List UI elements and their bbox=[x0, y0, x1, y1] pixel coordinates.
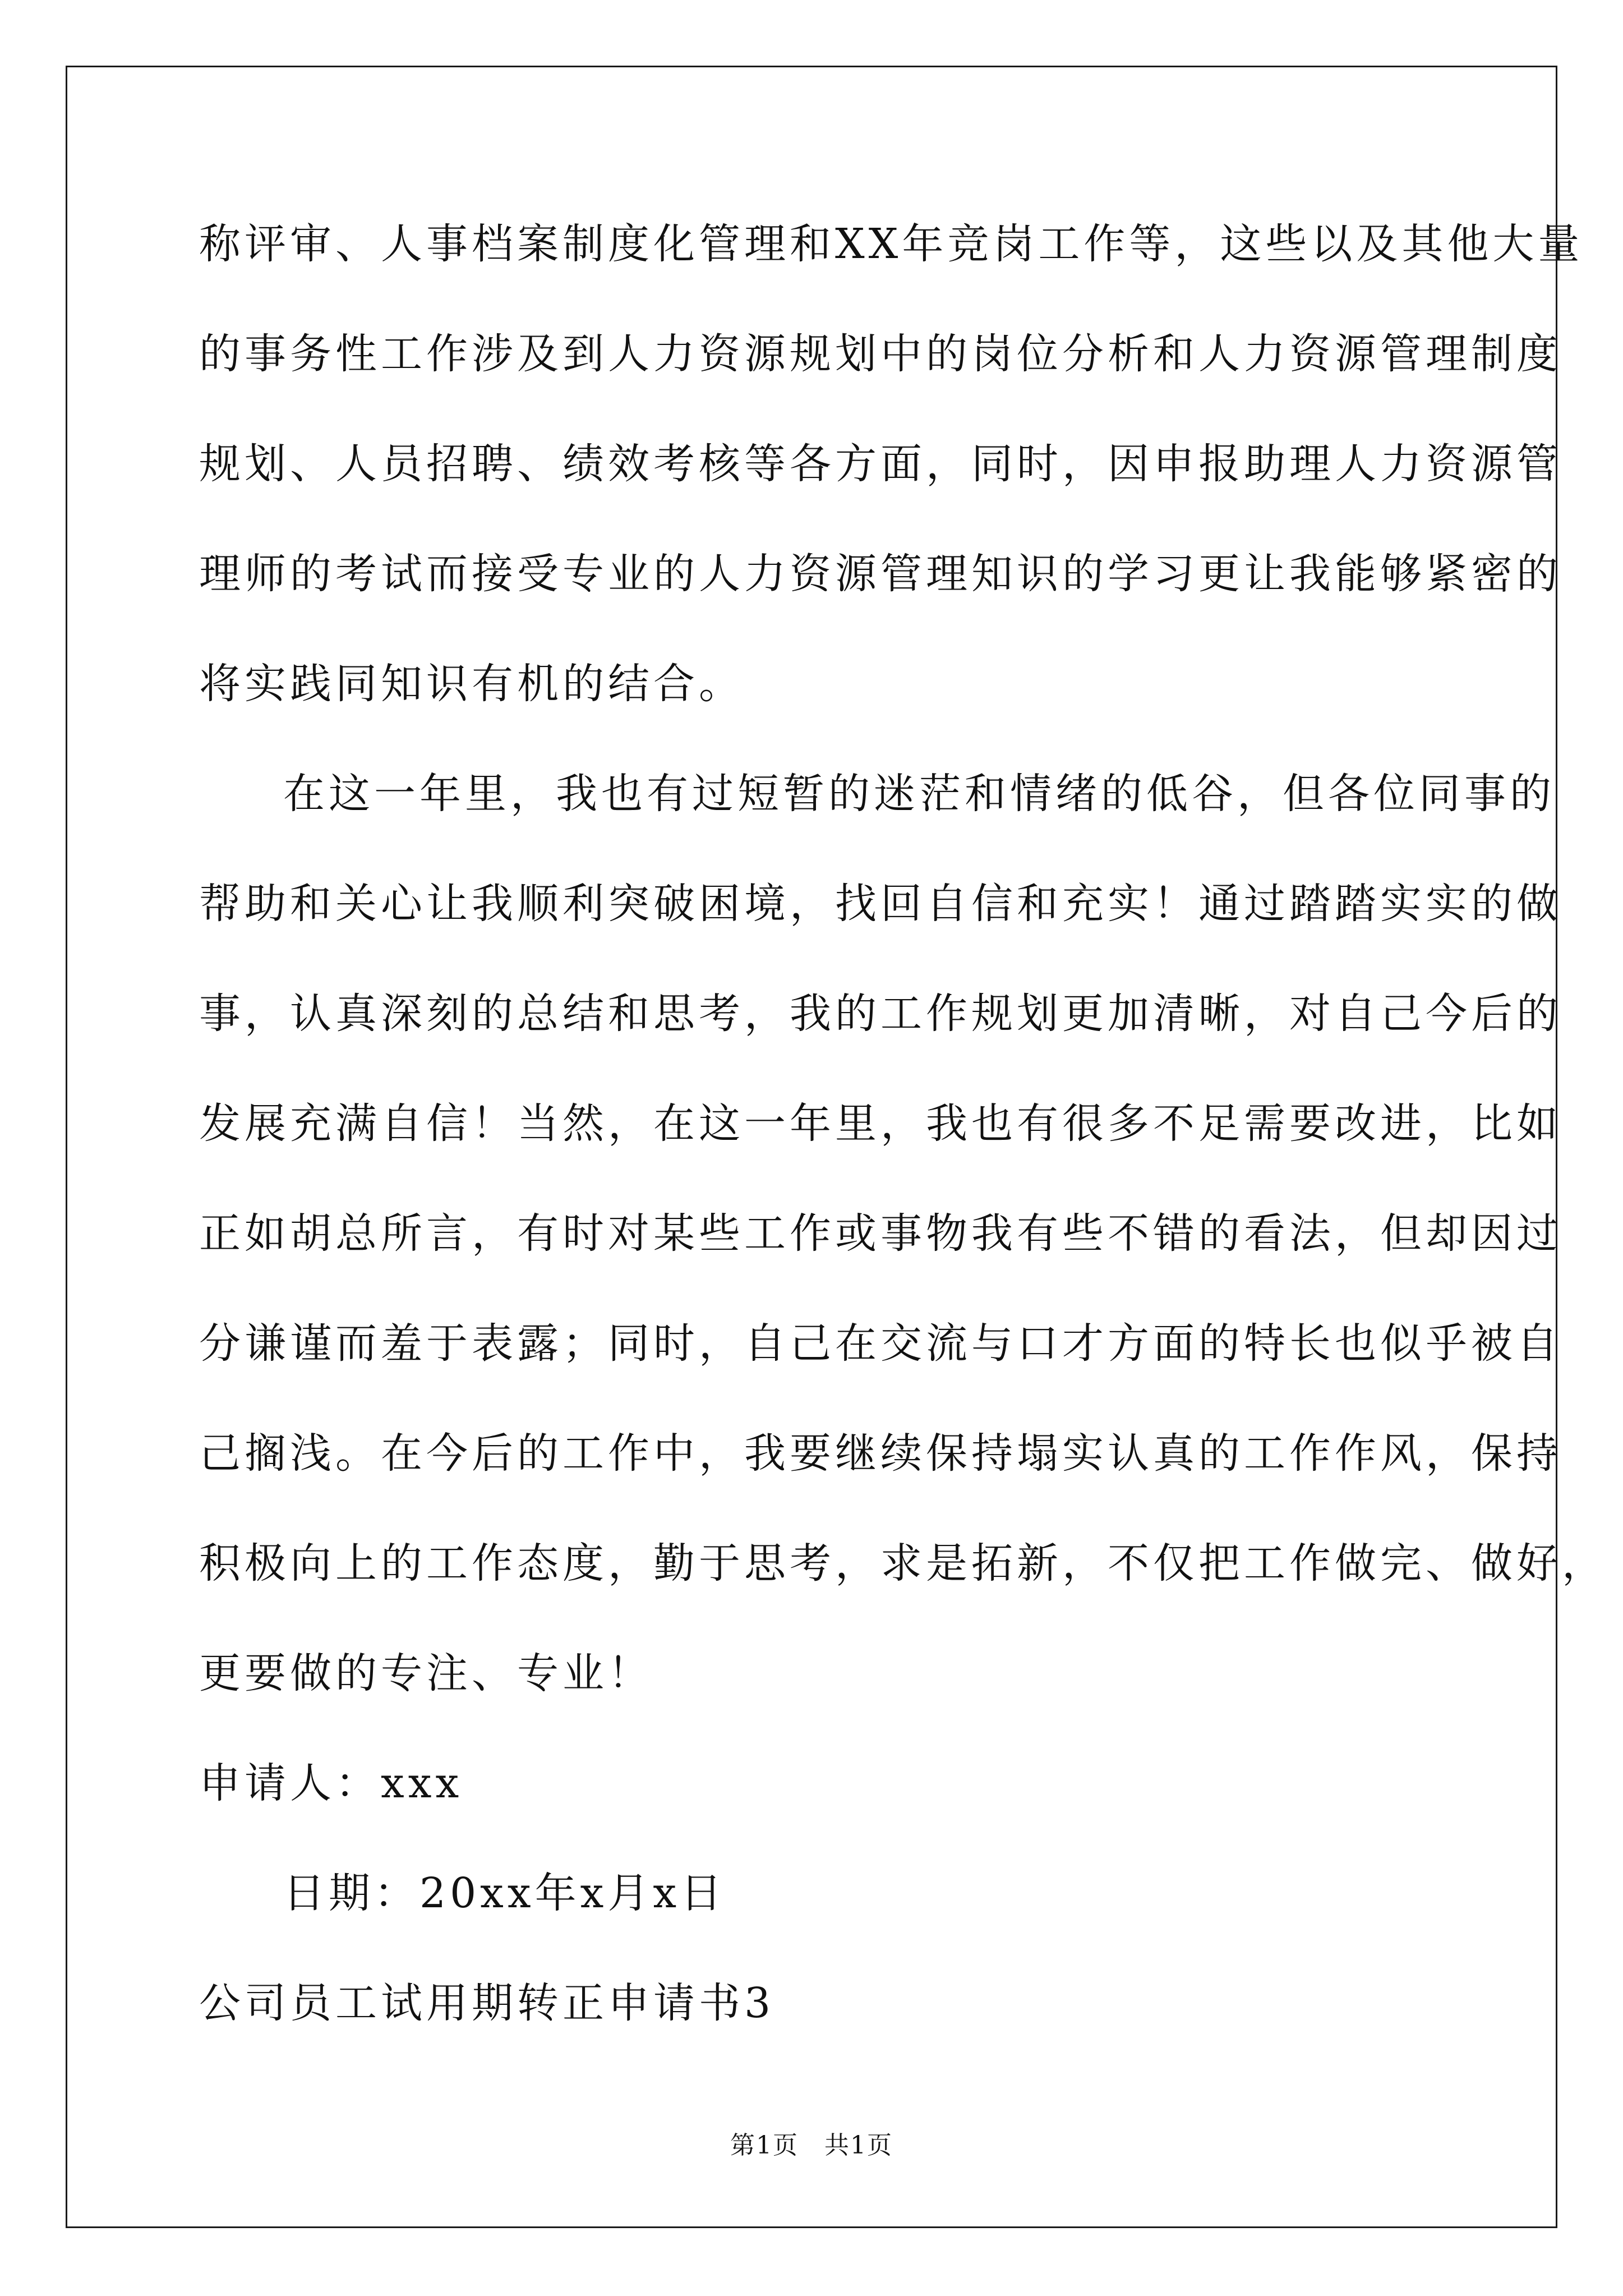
paragraph-line: 在这一年里，我也有过短暂的迷茫和情绪的低谷，但各位同事的 bbox=[283, 770, 1555, 818]
paragraph-line: 帮助和关心让我顺利突破困境，找回自信和充实！通过踏踏实实的做 bbox=[199, 880, 1562, 928]
page-number: 第1页 共1页 bbox=[730, 2131, 893, 2160]
applicant-line: 申请人：xxx bbox=[199, 1759, 463, 1807]
section-title: 公司员工试用期转正申请书3 bbox=[199, 1979, 775, 2027]
paragraph-line: 分谦谨而羞于表露；同时，自己在交流与口才方面的特长也似乎被自 bbox=[199, 1319, 1562, 1368]
paragraph-line: 称评审、人事档案制度化管理和XX年竞岗工作等，这些以及其他大量 bbox=[199, 220, 1584, 268]
paragraph-line: 正如胡总所言，有时对某些工作或事物我有些不错的看法，但却因过 bbox=[199, 1209, 1562, 1258]
paragraph-line: 事，认真深刻的总结和思考，我的工作规划更加清晰，对自己今后的 bbox=[199, 990, 1562, 1038]
paragraph-line: 己搁浅。在今后的工作中，我要继续保持塌实认真的工作作风，保持 bbox=[199, 1429, 1562, 1478]
paragraph-line: 积极向上的工作态度，勤于思考，求是拓新，不仅把工作做完、做好， bbox=[199, 1539, 1607, 1588]
paragraph-line: 的事务性工作涉及到人力资源规划中的岗位分析和人力资源管理制度 bbox=[199, 330, 1562, 378]
paragraph-line: 发展充满自信！当然，在这一年里，我也有很多不足需要改进，比如 bbox=[199, 1099, 1562, 1148]
paragraph-line: 更要做的专注、专业！ bbox=[199, 1649, 653, 1697]
paragraph-line: 理师的考试而接受专业的人力资源管理知识的学习更让我能够紧密的 bbox=[199, 550, 1562, 598]
paragraph-line: 将实践同知识有机的结合。 bbox=[199, 660, 744, 708]
paragraph-line: 规划、人员招聘、绩效考核等各方面，同时，因申报助理人力资源管 bbox=[199, 440, 1562, 488]
date-line: 日期：20xx年x月x日 bbox=[283, 1869, 726, 1917]
